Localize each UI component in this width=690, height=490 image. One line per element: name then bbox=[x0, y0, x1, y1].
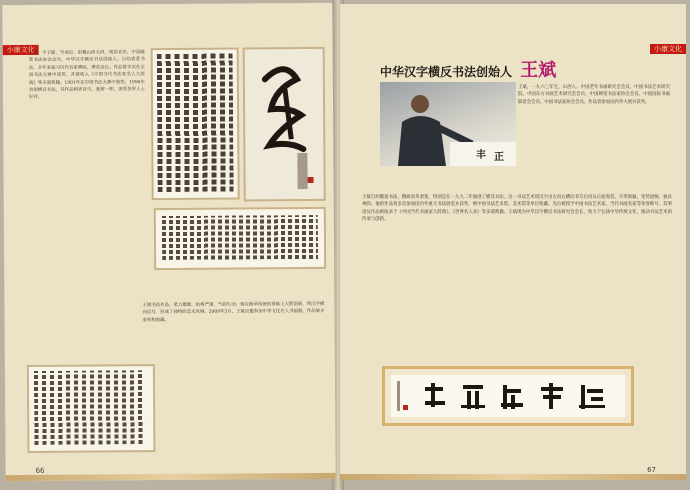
calligrapher-photo bbox=[380, 82, 516, 166]
svg-text:正: 正 bbox=[494, 152, 504, 163]
artwork-horizontal-scroll bbox=[382, 366, 634, 426]
right-page bbox=[340, 4, 686, 480]
main-body-text: 王斌自幼酷爱书法，精研真草隶篆，特别是在一九九二年独创了横反书法，这一书法艺术将汉字由左向右横向书写后再从正面观赏，字形新颖，笔势流畅，独具神韵。他的作品曾多次参加国内外重大书法展览并获奖，被中国书法艺术馆、美术馆等单位收藏。先后被授予中国书法艺术家、当代书画名家等荣誉称号。其事迹及作品被收录于《中国当代书画家大辞典》、《世界名人录》等多部典籍。王斌现为中华汉字横反书法研究会会长，致力于弘扬中华传统文化，推动书法艺术的传承与创新。 bbox=[362, 195, 672, 223]
artwork-brush-glyphs bbox=[391, 375, 625, 417]
calligraphy-scroll-1 bbox=[151, 48, 240, 201]
page-number-left: 66 bbox=[35, 466, 45, 475]
section-tag-right: 小康文化 bbox=[650, 44, 686, 54]
calligrapher-figure bbox=[380, 82, 516, 166]
artwork-scroll-inner bbox=[391, 375, 625, 417]
article-title-text: 中华汉字横反书法创始人 bbox=[380, 65, 513, 79]
left-body-text: 王斌，字子健，号虎臣，祖籍山西大同，现居北京。中国硬笔书法协会会员，中华汉字横反书法创始人。自幼喜爱书法，多年来临习历代名家碑帖，博采众长。作品曾多次在全国书法大赛中获奖，并被收入《中国当代书法家名人大辞典》等多部典籍。1991年在中国书法大赛中获奖，1996年首创横反书法，其作品构思奇巧，独树一帜，深受各界人士好评。 bbox=[28, 50, 145, 101]
calligraphy-scroll-dragon bbox=[243, 47, 326, 202]
left-page bbox=[2, 3, 335, 481]
dragon-brush-character bbox=[245, 49, 324, 200]
calligraphy-columns bbox=[157, 52, 234, 193]
left-body-text-bottom: 王斌书法作品，笔力雄健，结构严谨，气韵生动。他在继承传统的基础上大胆创新，将汉字横向反写，形成了独特的艺术风格。2009年3月，王斌应邀参加中华文化名人书画展，作品被多家机构收藏。 bbox=[142, 301, 325, 323]
intro-text: 王斌，一九六三年生，山西人。中国老年书画研究会会员、中国书法艺术研究院、中国东方书画艺术研究会会员、中国硬笔书法家协会会员、中国国际书画联谊会会员、中国书法家协会会员。作品曾参加国内外大展并获奖。 bbox=[518, 85, 670, 105]
article-title bbox=[380, 56, 556, 82]
calligraphy-scroll-bottom bbox=[27, 364, 156, 453]
page-footer-band-left bbox=[6, 473, 336, 481]
calligraphy-horizontal-plaque bbox=[154, 207, 326, 270]
calligraphy-bottom-columns bbox=[34, 370, 147, 445]
calligraphy-horizontal-columns bbox=[162, 215, 318, 260]
svg-text:丰: 丰 bbox=[476, 150, 486, 161]
article-title-name: 王斌 bbox=[520, 60, 557, 81]
page-footer-band-right bbox=[340, 474, 686, 480]
section-tag-left: 小康文化 bbox=[3, 45, 39, 55]
page-number-right: 67 bbox=[647, 466, 656, 474]
